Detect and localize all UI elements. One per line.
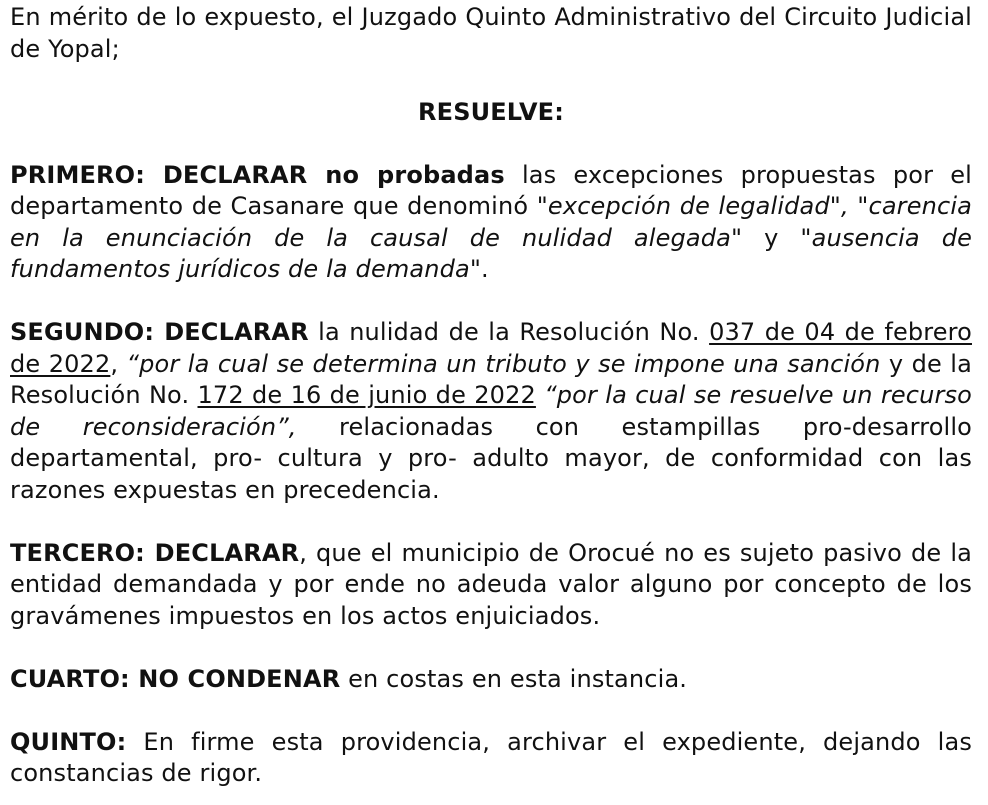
segundo-paragraph xyxy=(10,317,972,506)
segundo-quote-1: “por la cual se determina un tributo y se impone una sanción xyxy=(126,349,881,378)
tercero-label: TERCERO: DECLARAR xyxy=(10,538,300,567)
resolution-heading: RESUELVE: xyxy=(418,97,564,126)
primero-text-1: las excepciones propuestas por el departamento de Casanare que denominó xyxy=(10,160,972,220)
tercero-paragraph xyxy=(10,538,972,633)
quinto-text: En firme esta providencia, archivar el expediente, dejando las constancias de rigor. xyxy=(10,727,972,787)
segundo-text-4 xyxy=(536,381,544,409)
cuarto-text: en costas en esta instancia. xyxy=(340,664,688,693)
quinto-label: QUINTO: xyxy=(10,727,127,756)
cuarto-paragraph xyxy=(10,664,972,696)
cuarto-label: CUARTO: NO CONDENAR xyxy=(10,664,341,693)
quinto-paragraph xyxy=(10,727,972,790)
primero-label: PRIMERO: DECLARAR no probadas xyxy=(10,160,505,189)
primero-quote-2: "ausencia de fundamentos jurídicos de la demanda" xyxy=(10,223,972,283)
segundo-ref-2: 172 de 16 de junio de 2022 xyxy=(197,381,536,409)
primero-quote-1: "excepción de legalidad", "carencia en la enunciación de la causal de nulidad alegada" xyxy=(10,192,972,252)
tercero-text: , que el municipio de Orocué no es sujeto pasivo de la entidad demandada y por ende no adeuda valor alguno por concepto de los gravámenes impuestos en los actos enjuiciados. xyxy=(10,538,972,630)
intro-paragraph xyxy=(10,2,972,65)
intro-text: En mérito de lo expuesto, el Juzgado Quinto Administrativo del Circuito Judicial de Yopal; xyxy=(10,3,972,63)
primero-paragraph xyxy=(10,160,972,286)
segundo-ref-1: 037 de 04 de febrero de 2022 xyxy=(10,318,972,378)
segundo-text-3: y de la Resolución No. xyxy=(10,349,972,409)
segundo-text-1: la nulidad de la Resolución No. xyxy=(308,318,710,346)
segundo-text-2: , xyxy=(110,349,127,378)
primero-text-2: y xyxy=(742,223,801,252)
segundo-text-5: relacionadas con estampillas pro-desarrollo departamental, pro- cultura y pro- adulto mayor, de conformidad con las razones expuestas en precedencia. xyxy=(10,412,972,504)
segundo-label: SEGUNDO: DECLARAR xyxy=(10,318,309,346)
primero-text-3: . xyxy=(481,255,489,283)
segundo-quote-2: “por la cual se resuelve un recurso de reconsideración”, xyxy=(10,381,972,441)
